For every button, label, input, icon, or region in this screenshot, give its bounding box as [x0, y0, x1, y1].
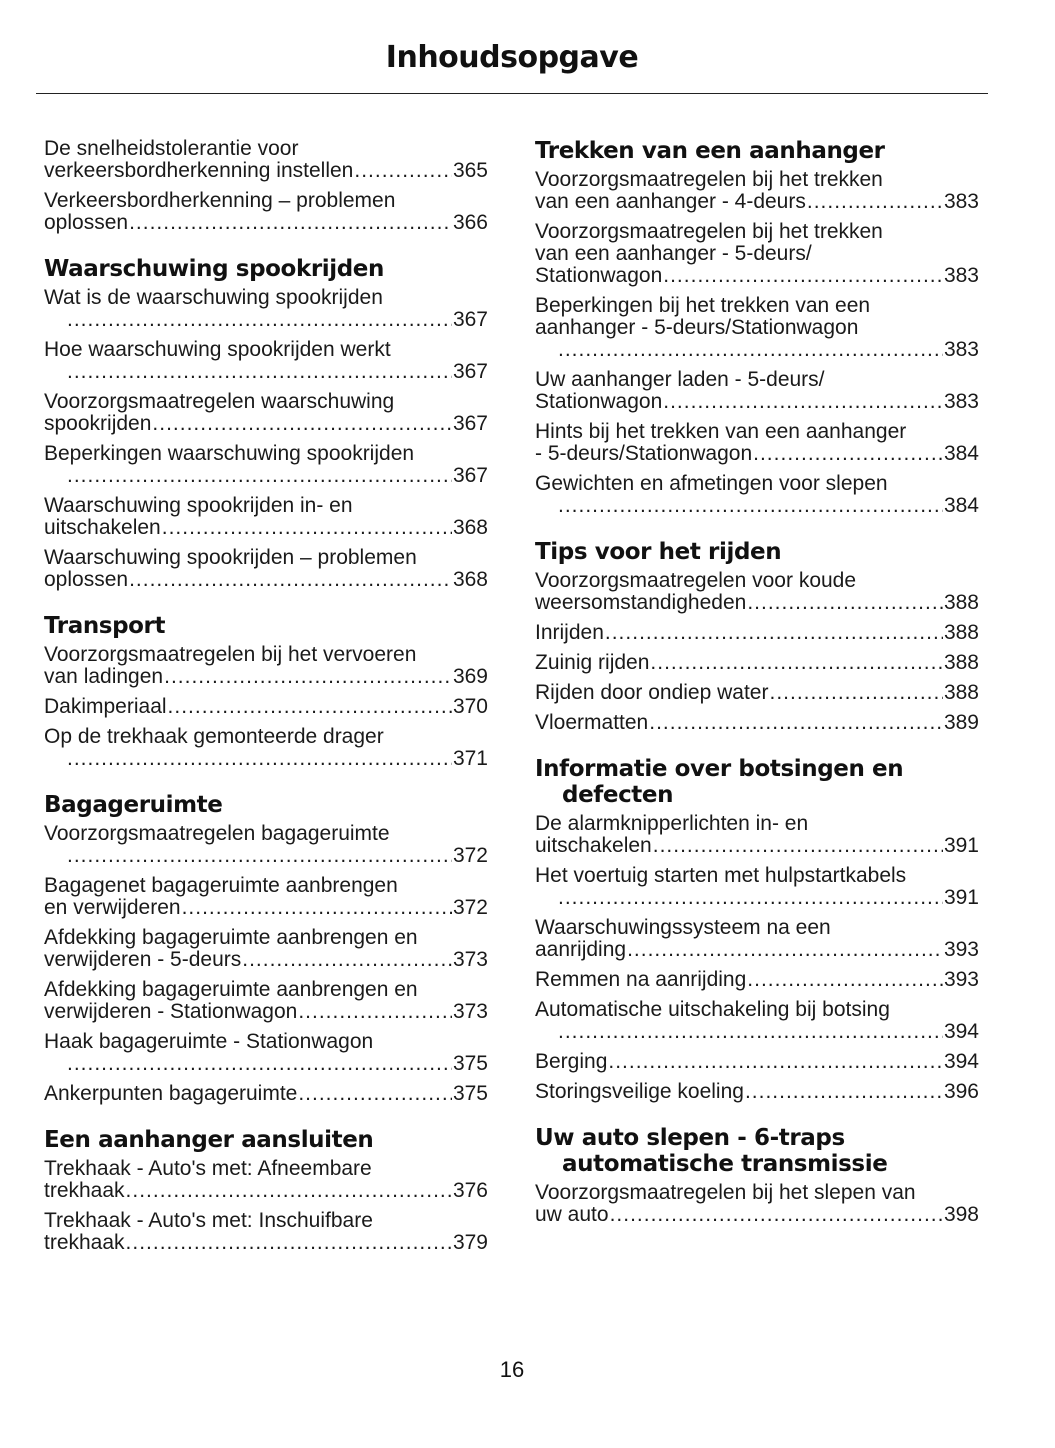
toc-entry-text: Gewichten en afmetingen voor slepen — [535, 472, 888, 495]
toc-entry-text: aanrijding — [535, 938, 627, 961]
toc-entry-text: Wat is de waarschuwing spookrijden — [44, 286, 383, 309]
section-heading: Transport — [44, 613, 166, 639]
section-heading: Bagageruimte — [44, 792, 223, 818]
dot-leader — [164, 666, 452, 688]
toc-entry-lastline — [44, 1000, 488, 1023]
toc-entry[interactable] — [535, 917, 979, 961]
toc-section — [44, 138, 488, 234]
toc-entry[interactable] — [535, 682, 979, 704]
section-heading: Trekken van een aanhanger — [535, 138, 885, 164]
toc-entry-lastline — [535, 938, 979, 961]
toc-entry-lastline — [66, 748, 488, 770]
toc-entry-text: uitschakelen — [535, 834, 652, 857]
toc-entry-text: oplossen — [44, 568, 129, 591]
toc-section — [44, 1127, 488, 1254]
toc-entry[interactable] — [44, 287, 488, 331]
toc-section — [44, 256, 488, 591]
toc-page-number: 375 — [452, 1082, 488, 1105]
dot-leader — [807, 191, 943, 213]
dot-leader — [650, 652, 943, 674]
toc-page-number: 383 — [943, 338, 979, 361]
toc-entry-lastline — [535, 621, 979, 644]
toc-entry-text: aanhanger - 5-deurs/Stationwagon — [535, 316, 859, 339]
toc-page-number: 383 — [943, 190, 979, 213]
toc-entry-lastline — [535, 681, 979, 704]
toc-entry[interactable] — [44, 391, 488, 435]
toc-entry-lastline — [66, 1053, 488, 1075]
toc-entry-text: De snelheidstolerantie voor — [44, 137, 299, 160]
toc-entry-text: Beperkingen waarschuwing spookrijden — [44, 442, 415, 465]
toc-entry-lastline — [535, 1080, 979, 1103]
toc-entry-text: Haak bagageruimte - Stationwagon — [44, 1030, 374, 1053]
page-title: Inhoudsopgave — [385, 40, 639, 75]
toc-left-column — [44, 138, 488, 1276]
toc-entry-lastline — [557, 495, 979, 517]
dot-leader — [608, 1051, 943, 1073]
toc-page-number: 388 — [943, 651, 979, 674]
dot-leader — [126, 1232, 452, 1254]
dot-leader — [747, 592, 943, 614]
toc-entry-lastline — [44, 211, 488, 234]
toc-entry-text: Voorzorgsmaatregelen bagageruimte — [44, 822, 390, 845]
toc-entry[interactable] — [535, 1051, 979, 1073]
toc-entry[interactable] — [44, 823, 488, 867]
toc-entry-text: Voorzorgsmaatregelen bij het vervoeren — [44, 643, 417, 666]
toc-entry-lastline — [44, 1231, 488, 1254]
toc-entry[interactable] — [535, 570, 979, 614]
toc-entry-lastline — [66, 845, 488, 867]
toc-entry-text: Stationwagon — [535, 390, 663, 413]
toc-entry[interactable] — [44, 495, 488, 539]
toc-entry-text: van ladingen — [44, 665, 164, 688]
toc-entry-lastline — [44, 695, 488, 718]
toc-section — [44, 792, 488, 1105]
toc-entry-text: verkeersbordherkenning instellen — [44, 159, 354, 182]
toc-entry-text: De alarmknipperlichten in- en — [535, 812, 809, 835]
toc-entry-text: Afdekking bagageruimte aanbrengen en — [44, 926, 418, 949]
toc-page-number: 388 — [943, 681, 979, 704]
toc-entry-text: Op de trekhaak gemonteerde drager — [44, 725, 384, 748]
dot-leader — [753, 443, 943, 465]
toc-entry-lastline — [535, 264, 979, 287]
dot-leader — [129, 212, 452, 234]
toc-entry-text: oplossen — [44, 211, 129, 234]
toc-page-number: 388 — [943, 591, 979, 614]
dot-leader — [745, 1081, 943, 1103]
toc-entry-lastline — [535, 1203, 979, 1226]
toc-entry-lastline — [44, 665, 488, 688]
toc-entry[interactable] — [44, 1158, 488, 1202]
dot-leader — [67, 748, 452, 770]
toc-entry-text: Remmen na aanrijding — [535, 968, 747, 991]
toc-entry[interactable] — [535, 369, 979, 413]
toc-page-number: 371 — [452, 747, 488, 770]
toc-entry[interactable] — [44, 726, 488, 770]
toc-entry-text: en verwijderen — [44, 896, 181, 919]
toc-entry-lastline — [44, 412, 488, 435]
toc-entry-lastline — [557, 1021, 979, 1043]
toc-page-number: 388 — [943, 621, 979, 644]
toc-entry[interactable] — [535, 473, 979, 517]
toc-section — [535, 1125, 979, 1226]
toc-page-number: 372 — [452, 844, 488, 867]
dot-leader — [649, 712, 943, 734]
toc-entry-text: Stationwagon — [535, 264, 663, 287]
dot-leader — [242, 949, 452, 971]
dot-leader — [126, 1180, 452, 1202]
toc-page-number: 391 — [943, 886, 979, 909]
dot-leader — [627, 939, 943, 961]
dot-leader — [67, 361, 452, 383]
dot-leader — [298, 1083, 452, 1105]
toc-entry[interactable] — [535, 622, 979, 644]
toc-page-number: 393 — [943, 938, 979, 961]
section-heading: Een aanhanger aansluiten — [44, 1127, 374, 1153]
toc-page-number: 367 — [452, 308, 488, 331]
toc-entry[interactable] — [535, 421, 979, 465]
toc-entry[interactable] — [44, 875, 488, 919]
toc-entry-text: Hoe waarschuwing spookrijden werkt — [44, 338, 391, 361]
toc-entry-text: - 5-deurs/Stationwagon — [535, 442, 753, 465]
dot-leader — [67, 465, 452, 487]
toc-entry-text: Dakimperiaal — [44, 695, 167, 718]
toc-entry-text: Voorzorgsmaatregelen bij het slepen van — [535, 1181, 916, 1204]
toc-entry-text: Waarschuwing spookrijden – problemen — [44, 546, 417, 569]
toc-page-number: 367 — [452, 412, 488, 435]
dot-leader — [663, 265, 943, 287]
toc-page-number: 366 — [452, 211, 488, 234]
toc-entry-text: Voorzorgsmaatregelen bij het trekken — [535, 168, 883, 191]
toc-entry-text: Bagagenet bagageruimte aanbrengen — [44, 874, 398, 897]
toc-entry-lastline — [535, 190, 979, 213]
toc-entry-lastline — [44, 516, 488, 539]
toc-entry-text: Rijden door ondiep water — [535, 681, 769, 704]
toc-entry[interactable] — [44, 339, 488, 383]
dot-leader — [354, 160, 452, 182]
toc-page-number: 394 — [943, 1050, 979, 1073]
dot-leader — [558, 339, 943, 361]
toc-page-number: 372 — [452, 896, 488, 919]
toc-entry-lastline — [44, 1082, 488, 1105]
toc-entry-text: uitschakelen — [44, 516, 161, 539]
toc-entry[interactable] — [44, 1031, 488, 1075]
dot-leader — [769, 682, 942, 704]
toc-page-number: 370 — [452, 695, 488, 718]
section-heading: Waarschuwing spookrijden — [44, 256, 384, 282]
toc-entry-lastline — [44, 159, 488, 182]
toc-entry-text: verwijderen - 5-deurs — [44, 948, 242, 971]
dot-leader — [605, 622, 943, 644]
toc-entry[interactable] — [535, 1182, 979, 1226]
toc-entry[interactable] — [535, 712, 979, 734]
toc-entry[interactable] — [535, 652, 979, 674]
toc-entry-text: Verkeersbordherkenning – problemen — [44, 189, 396, 212]
dot-leader — [558, 887, 943, 909]
toc-entry[interactable] — [535, 999, 979, 1043]
dot-leader — [162, 517, 452, 539]
toc-entry[interactable] — [44, 138, 488, 182]
title-divider — [36, 93, 988, 94]
dot-leader — [168, 696, 452, 718]
section-heading: Uw auto slepen - 6-traps automatische transmissie — [535, 1125, 888, 1177]
toc-page-number: 367 — [452, 360, 488, 383]
toc-entry-text: Uw aanhanger laden - 5-deurs/ — [535, 368, 825, 391]
dot-leader — [67, 845, 452, 867]
toc-page-number: 396 — [943, 1080, 979, 1103]
dot-leader — [663, 391, 943, 413]
toc-entry-lastline — [66, 465, 488, 487]
toc-entry-lastline — [44, 948, 488, 971]
toc-entry[interactable] — [535, 1081, 979, 1103]
toc-entry-lastline — [535, 591, 979, 614]
page-number: 16 — [499, 1357, 525, 1382]
toc-entry[interactable] — [44, 1210, 488, 1254]
toc-page-number: 384 — [943, 442, 979, 465]
toc-entry-text: verwijderen - Stationwagon — [44, 1000, 298, 1023]
toc-page-number: 384 — [943, 494, 979, 517]
toc-entry-lastline — [535, 711, 979, 734]
toc-entry-text: Berging — [535, 1050, 608, 1073]
toc-page-number: 398 — [943, 1203, 979, 1226]
toc-entry-text: Ankerpunten bagageruimte — [44, 1082, 298, 1105]
dot-leader — [653, 835, 943, 857]
toc-entry-lastline — [535, 834, 979, 857]
dot-leader — [298, 1001, 452, 1023]
section-heading: Tips voor het rijden — [535, 539, 782, 565]
toc-entry-text: Voorzorgsmaatregelen voor koude — [535, 569, 857, 592]
toc-entry[interactable] — [535, 221, 979, 287]
dot-leader — [747, 969, 943, 991]
toc-entry[interactable] — [44, 1083, 488, 1105]
dot-leader — [152, 413, 452, 435]
toc-page-number: 389 — [943, 711, 979, 734]
toc-entry-text: uw auto — [535, 1203, 609, 1226]
toc-page-number: 391 — [943, 834, 979, 857]
toc-section — [535, 756, 979, 1103]
toc-entry-text: weersomstandigheden — [535, 591, 747, 614]
toc-page-number: 379 — [452, 1231, 488, 1254]
toc-entry-text: Waarschuwingssysteem na een — [535, 916, 831, 939]
toc-entry-text: Vloermatten — [535, 711, 649, 734]
toc-entry-text: spookrijden — [44, 412, 152, 435]
toc-entry-text: Trekhaak - Auto's met: Afneembare — [44, 1157, 372, 1180]
toc-page-number: 375 — [452, 1052, 488, 1075]
toc-entry-text: Het voertuig starten met hulpstartkabels — [535, 864, 907, 887]
toc-entry-text: Zuinig rijden — [535, 651, 650, 674]
toc-entry-lastline — [557, 339, 979, 361]
toc-entry[interactable] — [535, 169, 979, 213]
toc-page-number: 365 — [452, 159, 488, 182]
toc-entry[interactable] — [44, 190, 488, 234]
toc-entry-lastline — [535, 651, 979, 674]
toc-entry-text: Storingsveilige koeling — [535, 1080, 744, 1103]
toc-entry[interactable] — [44, 927, 488, 971]
toc-entry-text: trekhaak — [44, 1231, 125, 1254]
toc-page-number: 373 — [452, 948, 488, 971]
dot-leader — [558, 495, 943, 517]
toc-entry-lastline — [535, 442, 979, 465]
toc-entry-lastline — [535, 390, 979, 413]
toc-entry-lastline — [44, 1179, 488, 1202]
dot-leader — [182, 897, 452, 919]
dot-leader — [67, 1053, 452, 1075]
toc-entry-text: van een aanhanger - 5-deurs/ — [535, 242, 812, 265]
toc-entry[interactable] — [44, 644, 488, 688]
toc-page-number: 369 — [452, 665, 488, 688]
toc-page-number: 368 — [452, 568, 488, 591]
toc-section — [535, 138, 979, 517]
toc-entry-text: Automatische uitschakeling bij botsing — [535, 998, 890, 1021]
toc-page-number: 394 — [943, 1020, 979, 1043]
toc-entry[interactable] — [535, 865, 979, 909]
toc-page-number: 376 — [452, 1179, 488, 1202]
section-heading: Informatie over botsingen en defecten — [535, 756, 904, 808]
dot-leader — [610, 1204, 943, 1226]
toc-section — [44, 613, 488, 770]
toc-entry[interactable] — [535, 813, 979, 857]
toc-entry[interactable] — [44, 547, 488, 591]
toc-entry-text: Afdekking bagageruimte aanbrengen en — [44, 978, 418, 1001]
toc-entry-lastline — [44, 896, 488, 919]
toc-entry-lastline — [535, 1050, 979, 1073]
toc-entry-text: Inrijden — [535, 621, 604, 644]
toc-right-column — [535, 138, 979, 1248]
toc-entry-text: Beperkingen bij het trekken van een — [535, 294, 871, 317]
toc-page-number: 393 — [943, 968, 979, 991]
toc-page-number: 383 — [943, 264, 979, 287]
dot-leader — [129, 569, 452, 591]
toc-entry[interactable] — [44, 979, 488, 1023]
toc-entry-lastline — [66, 361, 488, 383]
toc-page-number: 368 — [452, 516, 488, 539]
toc-entry[interactable] — [535, 295, 979, 361]
toc-entry-text: trekhaak — [44, 1179, 125, 1202]
toc-entry-text: Voorzorgsmaatregelen waarschuwing — [44, 390, 395, 413]
toc-entry-text: Hints bij het trekken van een aanhanger — [535, 420, 907, 443]
toc-entry[interactable] — [44, 443, 488, 487]
dot-leader — [67, 309, 452, 331]
toc-entry-text: Trekhaak - Auto's met: Inschuifbare — [44, 1209, 373, 1232]
toc-entry-text: Waarschuwing spookrijden in- en — [44, 494, 353, 517]
toc-entry-lastline — [535, 968, 979, 991]
toc-entry-text: Voorzorgsmaatregelen bij het trekken — [535, 220, 883, 243]
toc-page-number: 367 — [452, 464, 488, 487]
toc-page-number: 383 — [943, 390, 979, 413]
toc-entry-text: van een aanhanger - 4-deurs — [535, 190, 806, 213]
toc-entry-lastline — [66, 309, 488, 331]
toc-page-number: 373 — [452, 1000, 488, 1023]
toc-entry-lastline — [557, 887, 979, 909]
toc-section — [535, 539, 979, 734]
dot-leader — [558, 1021, 943, 1043]
toc-entry[interactable] — [44, 696, 488, 718]
toc-entry-lastline — [44, 568, 488, 591]
toc-entry[interactable] — [535, 969, 979, 991]
